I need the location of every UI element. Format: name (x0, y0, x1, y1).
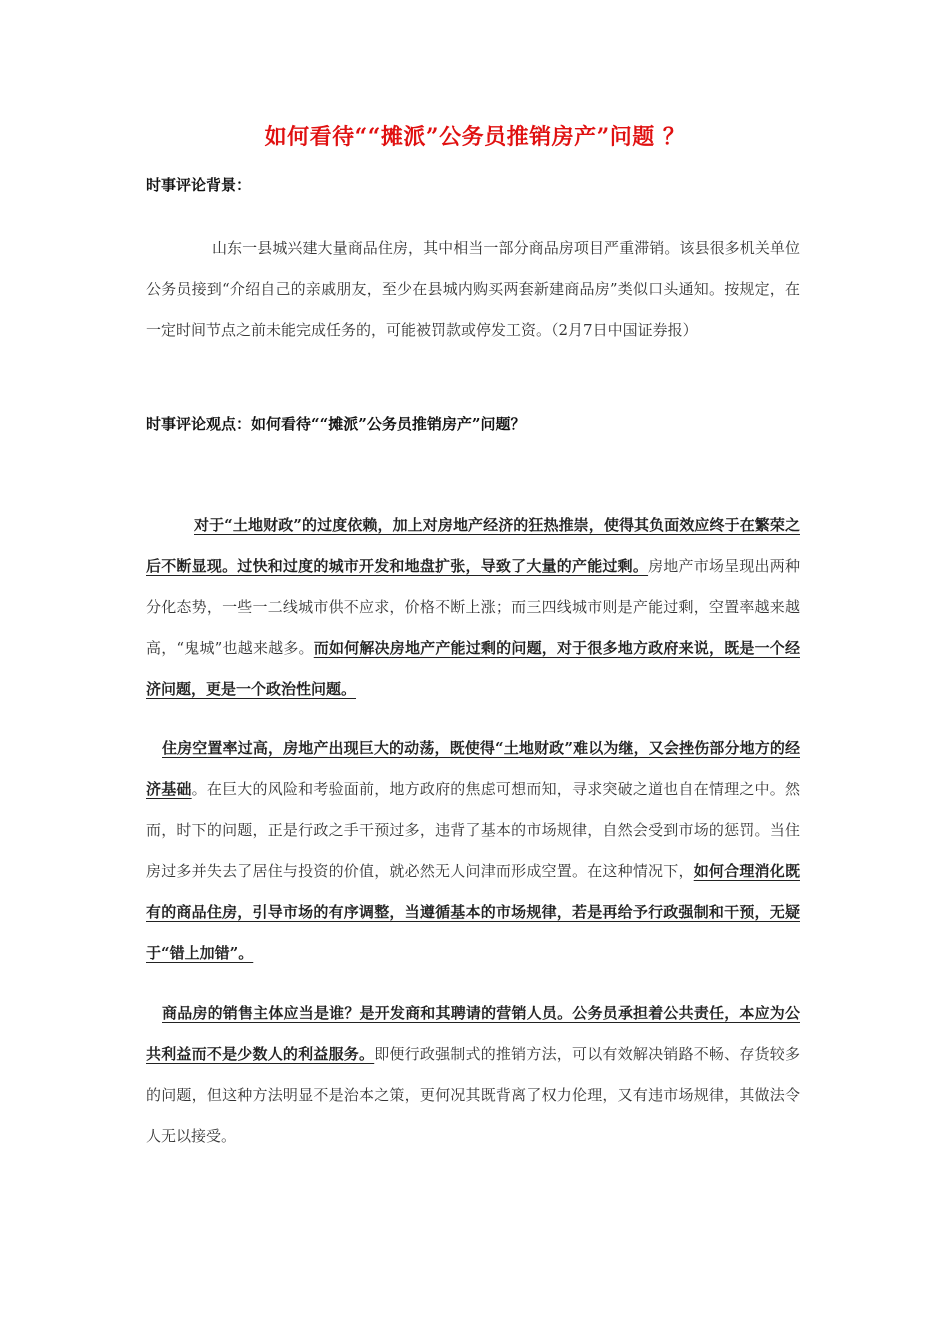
emphasis-text: 如何合理消化既有的商品住房，引导市场的有序调整，当遵循基本的市场规律，若是再给予行政强制和干预，无疑于“错上加错”。 (146, 862, 800, 962)
emphasis-text: 而如何解决房地产产能过剩的问题，对于很多地方政府来说，既是一个经济问题，更是一个政治性问题。 (146, 639, 800, 698)
body-text: 。在巨大的风险和考验面前，地方政府的焦虑可想而知，寻求突破之道也自在情理之中。然而，时下的问题，正是行政之手干预过多，违背了基本的市场规律，自然会受到市场的惩罚。当住房过多并失去了居住与投资的价值，就必然无人问津而形成空置。在这种情况下， (146, 780, 800, 880)
emphasis-text: 对于“土地财政”的过度依赖，加上对房地产经济的狂热推崇，使得其负面效应终于在繁荣之后不断显现。过快和过度的城市开发和地盘扩张，导致了大量的产能过剩。 (146, 516, 800, 575)
viewpoint-heading: 时事评论观点：如何看待““摊派”公务员推销房产”问题？ (146, 415, 526, 433)
emphasis-text: 商品房的销售主体应当是谁？是开发商和其聘请的营销人员。公务员承担着公共责任，本应为公共利益而不是少数人的利益服务。 (146, 1004, 800, 1063)
emphasis-text: 住房空置率过高，房地产出现巨大的动荡，既使得“土地财政”难以为继，又会挫伤部分地方的经济基础 (146, 739, 800, 798)
background-paragraph: 山东一县城兴建大量商品住房，其中相当一部分商品房项目严重滞销。该县很多机关单位公务员接到“介绍自己的亲戚朋友，至少在县城内购买两套新建商品房”类似口头通知。按规定，在一定时间节点之前未能完成任务的，可能被罚款或停发工资。（2月7日中国证券报） (146, 239, 800, 339)
background-heading: 时事评论背景： (146, 176, 252, 194)
document-title: 如何看待““摊派”公务员推销房产”问题 ？ (264, 124, 686, 150)
viewpoint-paragraph-3 (146, 993, 800, 1157)
body-text: 房地产市场呈现出两种分化态势，一些一二线城市供不应求，价格不断上涨；而三四线城市则是产能过剩，空置率越来越高，“鬼城”也越来越多。 (146, 557, 800, 657)
viewpoint-paragraph-1 (146, 505, 800, 710)
viewpoint-paragraph-2 (146, 728, 800, 974)
body-text: 即便行政强制式的推销方法，可以有效解决销路不畅、存货较多的问题，但这种方法明显不是治本之策，更何况其既背离了权力伦理，又有违市场规律，其做法令人无以接受。 (146, 1045, 800, 1145)
